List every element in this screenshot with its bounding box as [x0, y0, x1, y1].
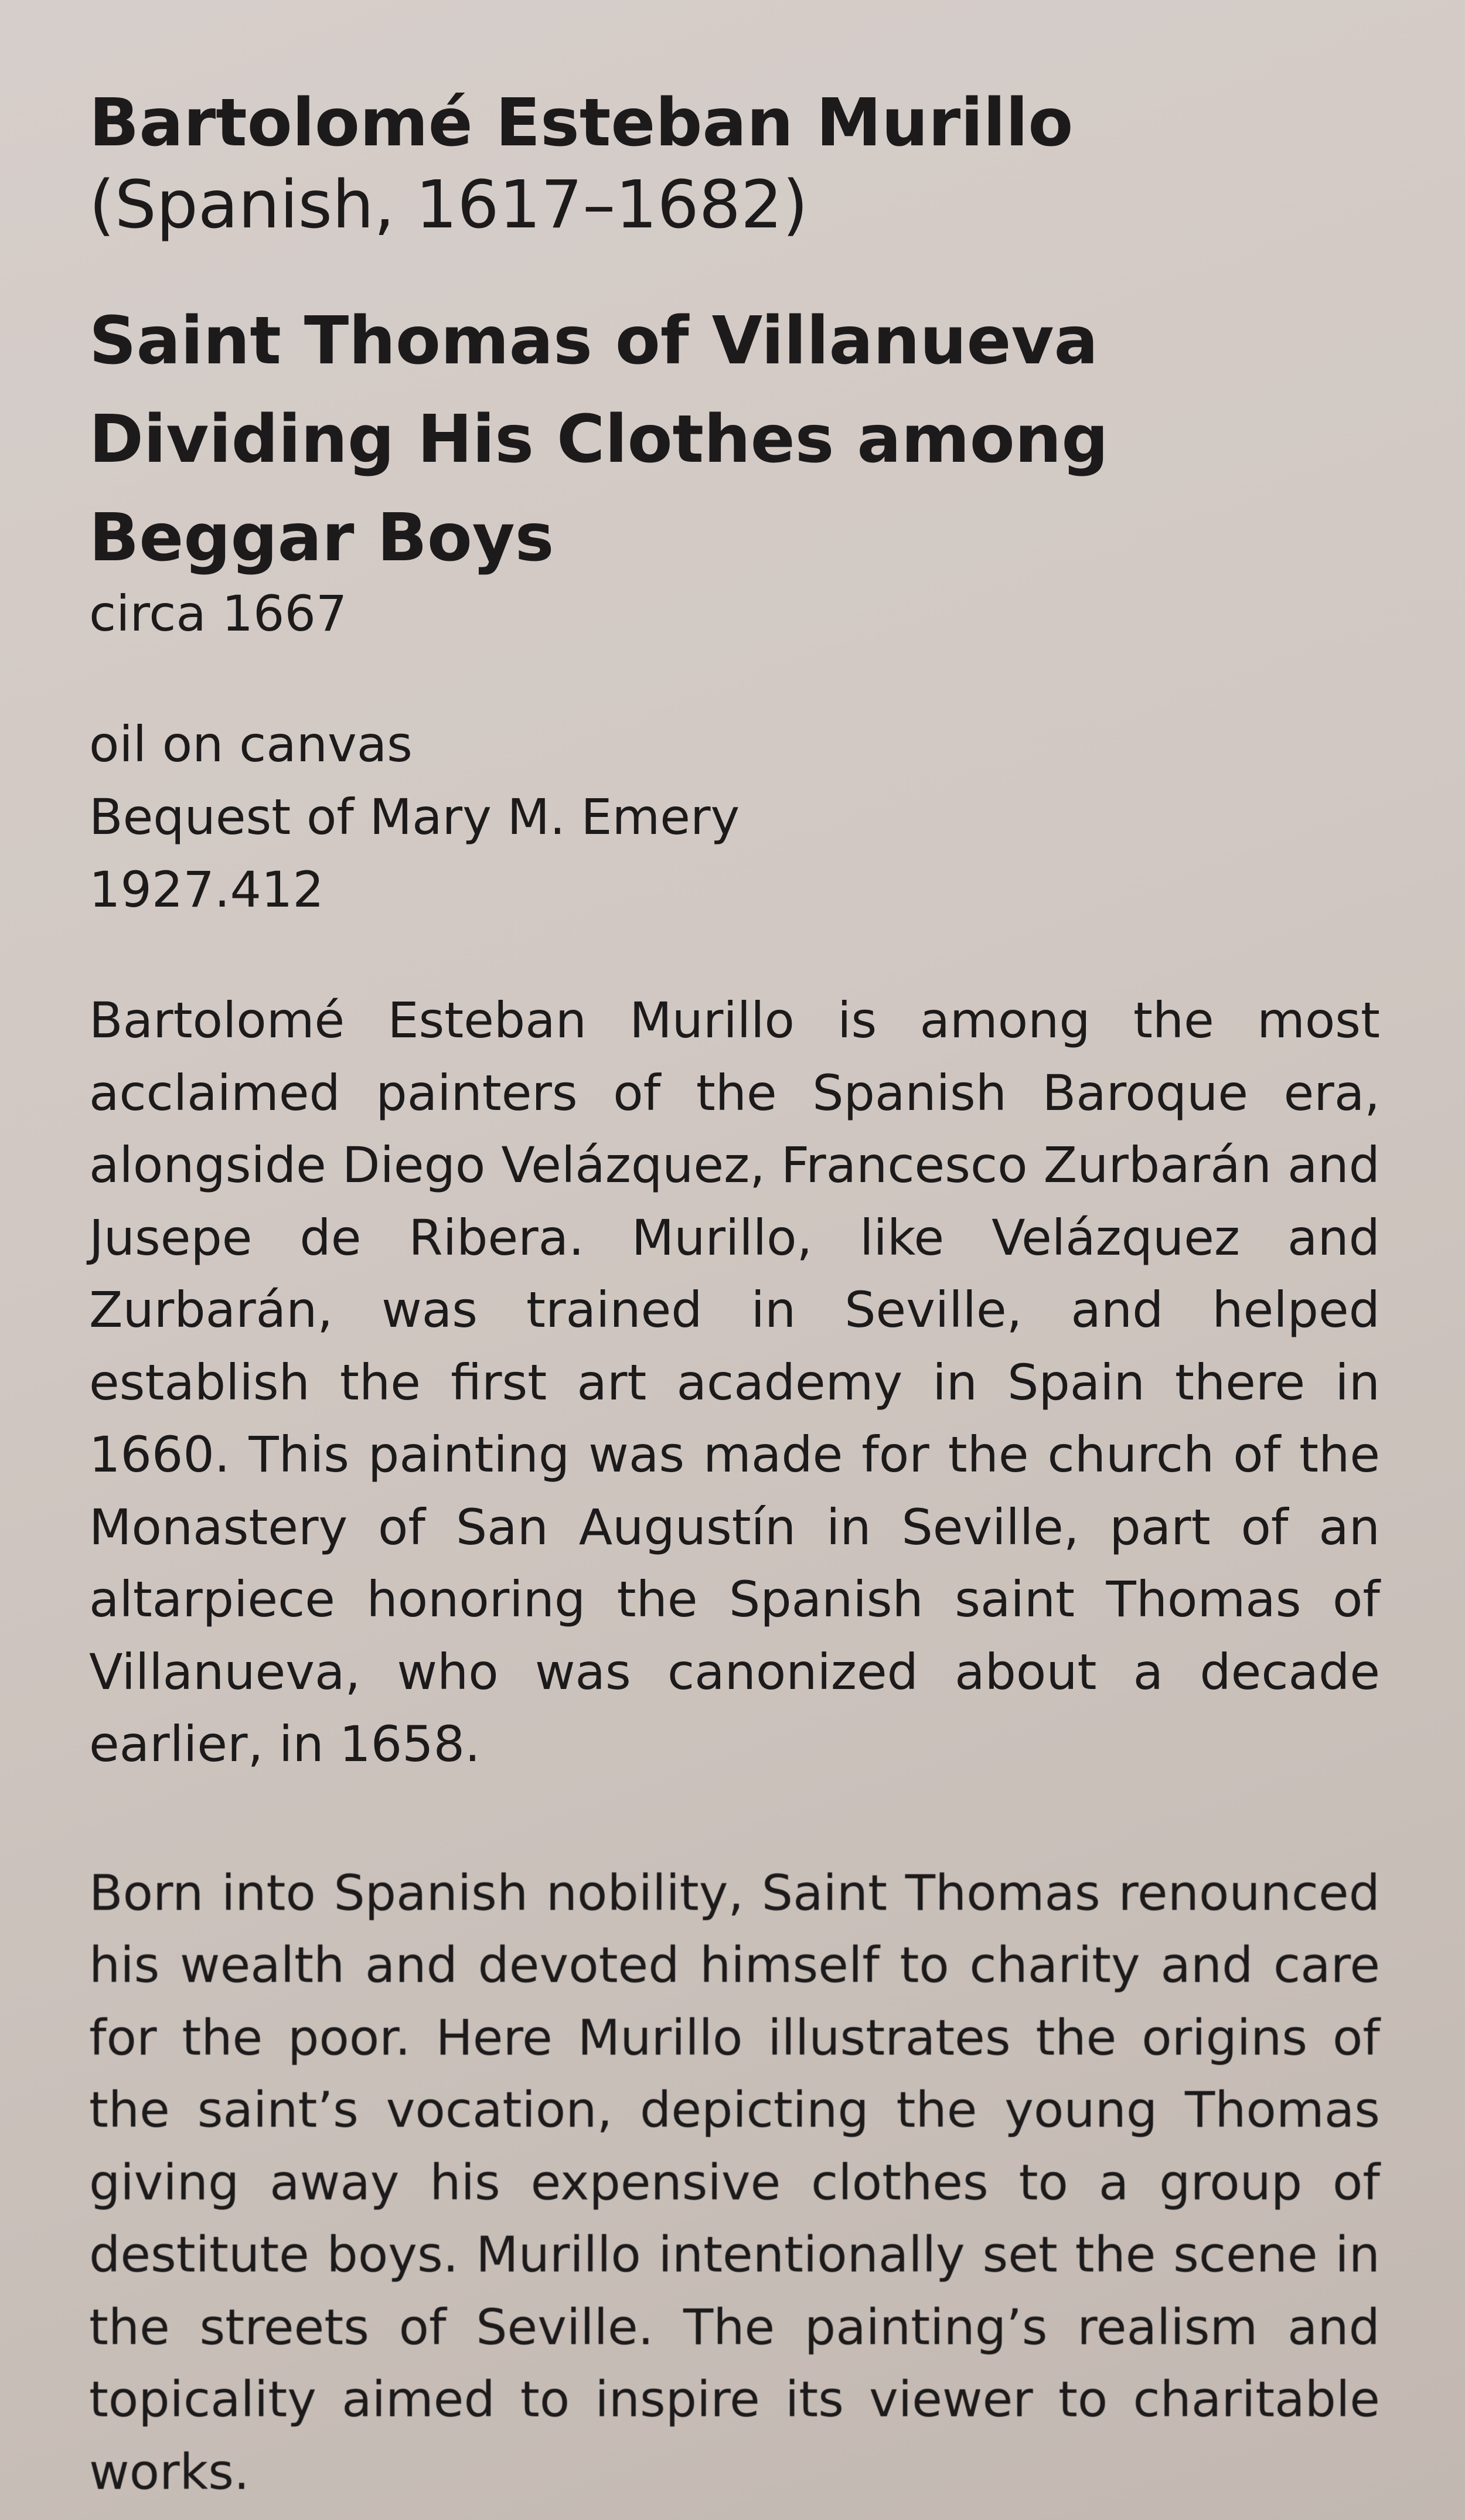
- artwork-details: [89, 708, 1380, 926]
- artwork-accession-number: 1927.412: [89, 861, 324, 918]
- description-paragraph: Born into Spanish nobility, Saint Thomas renounced his wealth and devoted himself to charity and care for the poor. Here Murillo illustrates the origins of the saint’s vocation, depicting the young Thomas giving away his expensive clothes to a group of destitute boys. Murillo intentionally set the scene in the streets of Seville. The painting’s realism and topicality aimed to inspire its viewer to charitable works.: [89, 1864, 1380, 2501]
- description-paragraph: Bartolomé Esteban Murillo is among the most acclaimed painters of the Spanish Baroque era, alongside Diego Velázquez, Francesco Zurbarán and Jusepe de Ribera. Murillo, like Velázquez and Zurbarán, was trained in Seville, and helped establish the first art academy in Spain there in 1660. This painting was made for the church of the Monastery of San Augustín in Seville, part of an altarpiece honoring the Spanish saint Thomas of Villanueva, who was canonized about a decade earlier, in 1658.: [89, 992, 1380, 1773]
- artist-block: [89, 82, 1380, 246]
- artwork-credit-line: Bequest of Mary M. Emery: [89, 788, 740, 846]
- artwork-medium: oil on canvas: [89, 716, 413, 773]
- artist-name: Bartolomé Esteban Murillo: [89, 85, 1074, 161]
- artwork-date: circa 1667: [89, 585, 347, 642]
- artwork-title: Saint Thomas of Villanueva Dividing His Clothes among Beggar Boys: [89, 303, 1109, 576]
- artist-nationality-dates: (Spanish, 1617–1682): [89, 167, 808, 243]
- artwork-block: [89, 292, 1380, 646]
